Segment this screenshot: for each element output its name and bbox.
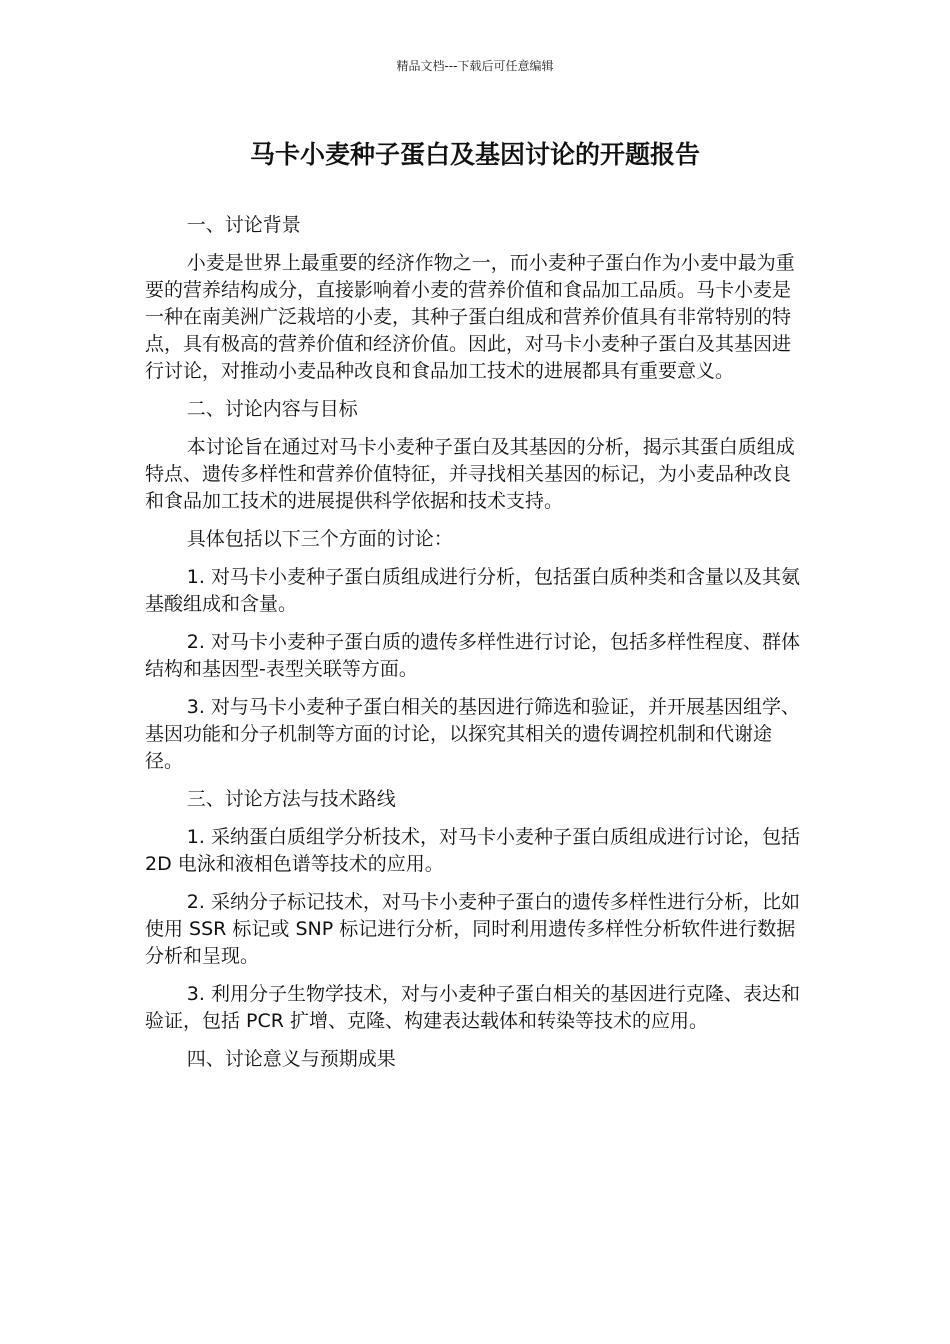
- list-item-content-2: 2. 对马卡小麦种子蛋白质的遗传多样性进行讨论，包括多样性程度、群体结构和基因型-表型关联等方面。: [145, 631, 800, 680]
- section-heading-background: 一、讨论背景: [186, 214, 301, 236]
- page-header: 精品文档---下载后可任意编辑: [396, 59, 554, 73]
- section-heading-content-goals: 二、讨论内容与目标: [186, 398, 358, 420]
- section-heading-significance: 四、讨论意义与预期成果: [186, 1048, 396, 1070]
- paragraph-background: 小麦是世界上最重要的经济作物之一，而小麦种子蛋白作为小麦中最为重要的营养结构成分，直接影响着小麦的营养价值和食品加工品质。马卡小麦是一种在南美洲广泛栽培的小麦，其种子蛋白组成和营养价值具有非常特别的特点，具有极高的营养价值和经济价值。因此，对马卡小麦种子蛋白及其基因进行讨论，对推动小麦品种改良和食品加工技术的进展都具有重要意义。: [145, 252, 795, 382]
- list-item-method-3: 3. 利用分子生物学技术，对与小麦种子蛋白相关的基因进行克隆、表达和验证，包括 PCR 扩增、克隆、构建表达载体和转染等技术的应用。: [145, 983, 800, 1032]
- paragraph-intro-list: 具体包括以下三个方面的讨论：: [186, 528, 453, 550]
- list-item-content-1: 1. 对马卡小麦种子蛋白质组成进行分析，包括蛋白质种类和含量以及其氨基酸组成和含量。: [145, 566, 800, 615]
- document-title: 马卡小麦种子蛋白及基因讨论的开题报告: [249, 140, 700, 169]
- list-item-method-1: 1. 采纳蛋白质组学分析技术，对马卡小麦种子蛋白质组成进行讨论，包括 2D 电泳和液相色谱等技术的应用。: [145, 826, 800, 875]
- list-item-method-2: 2. 采纳分子标记技术，对马卡小麦种子蛋白的遗传多样性进行分析，比如使用 SSR 标记或 SNP 标记进行分析，同时利用遗传多样性分析软件进行数据分析和呈现。: [145, 891, 800, 967]
- paragraph-goals: 本讨论旨在通过对马卡小麦种子蛋白及其基因的分析，揭示其蛋白质组成特点、遗传多样性和营养价值特征，并寻找相关基因的标记，为小麦品种改良和食品加工技术的进展提供科学依据和技术支持。: [145, 436, 795, 512]
- document-body: [145, 212, 809, 1084]
- section-heading-methods: 三、讨论方法与技术路线: [186, 788, 396, 810]
- list-item-content-3: 3. 对与马卡小麦种子蛋白相关的基因进行筛选和验证，并开展基因组学、基因功能和分子机制等方面的讨论，以探究其相关的遗传调控机制和代谢途径。: [145, 696, 800, 772]
